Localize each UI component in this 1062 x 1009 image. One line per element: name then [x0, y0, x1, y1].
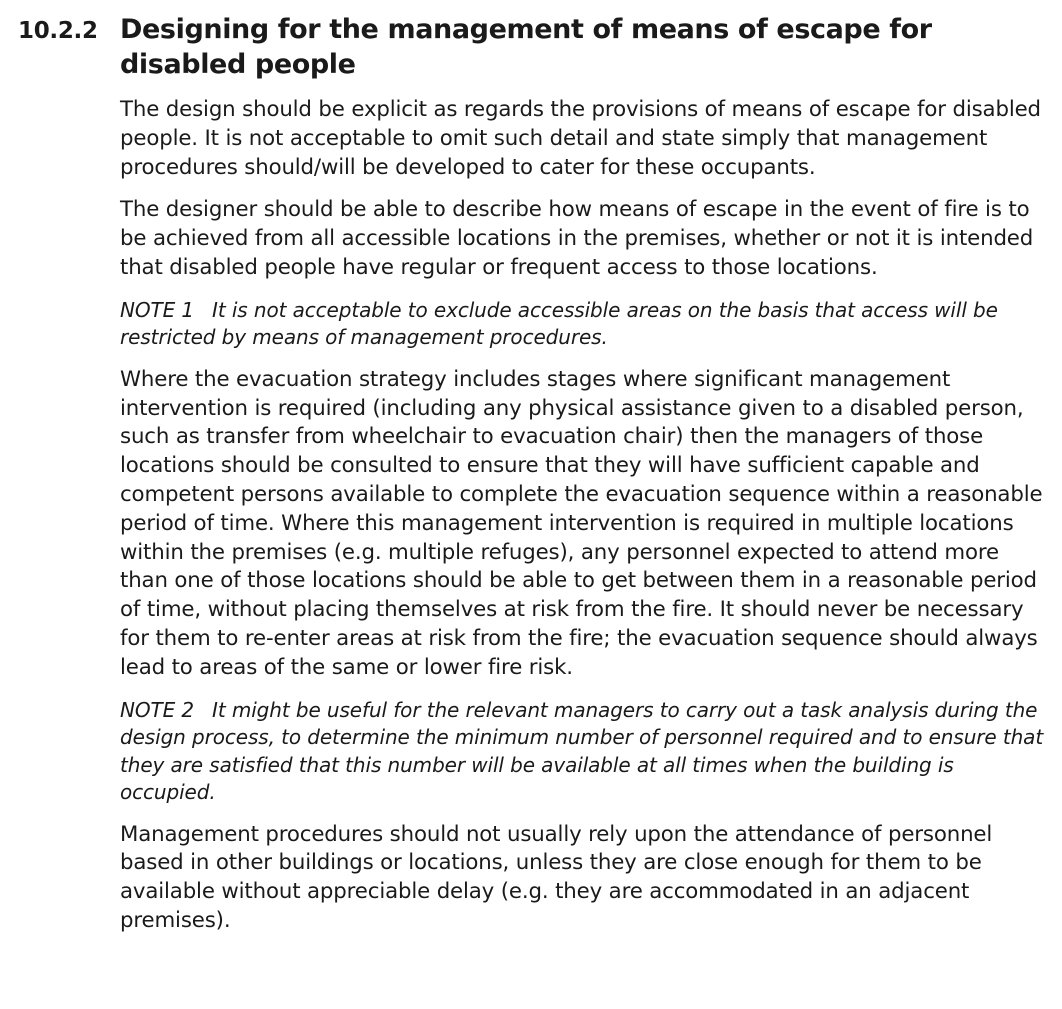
note-2 — [120, 697, 1045, 807]
note-2-text: It might be useful for the relevant managers to carry out a task analysis during the design process, to determine the minimum number of personnel required and to ensure that they are satisfied that this number will be available at all times when the building is occupied. — [120, 697, 1044, 805]
paragraph-evacuation-strategy: Where the evacuation strategy includes stages where significant management intervention is required (including any physical assistance given to a disabled person, such as transfer from wheelchair to evacuation chair) then the managers of those locations should be consulted to ensure that they will have sufficient capable and competent persons available to complete the evacuation sequence within a reasonable period of time. Where this management intervention is required in multiple locations within the premises (e.g. multiple refuges), any personnel expected to attend more than one of those locations should be able to get between them in a reasonable period of time, without placing themselves at risk from the fire. It should never be necessary for them to re-enter areas at risk from the fire; the evacuation sequence should always lead to areas of the same or lower fire risk. — [120, 366, 1043, 680]
section-title: Designing for the management of means of escape for disabled people — [120, 14, 932, 80]
note-1-text: It is not acceptable to exclude accessible areas on the basis that access will be restricted by means of management procedures. — [120, 297, 998, 350]
paragraph-accessible-locations: The designer should be able to describe how means of escape in the event of fire is to be achieved from all accessible locations in the premises, whether or not it is intended that disabled people have regular or frequent access to those locations. — [120, 197, 1034, 280]
note-1 — [120, 297, 1045, 352]
section-number: 10.2.2 — [18, 18, 98, 44]
paragraph-explicit-provisions: The design should be explicit as regards the provisions of means of escape for disabled people. It is not acceptable to omit such detail and state simply that management procedures should/will be developed to cater for these occupants. — [120, 97, 1041, 180]
paragraph-management-procedures: Management procedures should not usually rely upon the attendance of personnel based in other buildings or locations, unless they are close enough for them to be available without appreciable delay (e.g. they are accommodated in an adjacent premises). — [120, 821, 993, 933]
note-1-label: NOTE 1 — [120, 297, 195, 322]
section-body — [120, 96, 1045, 950]
note-2-label: NOTE 2 — [120, 697, 195, 722]
